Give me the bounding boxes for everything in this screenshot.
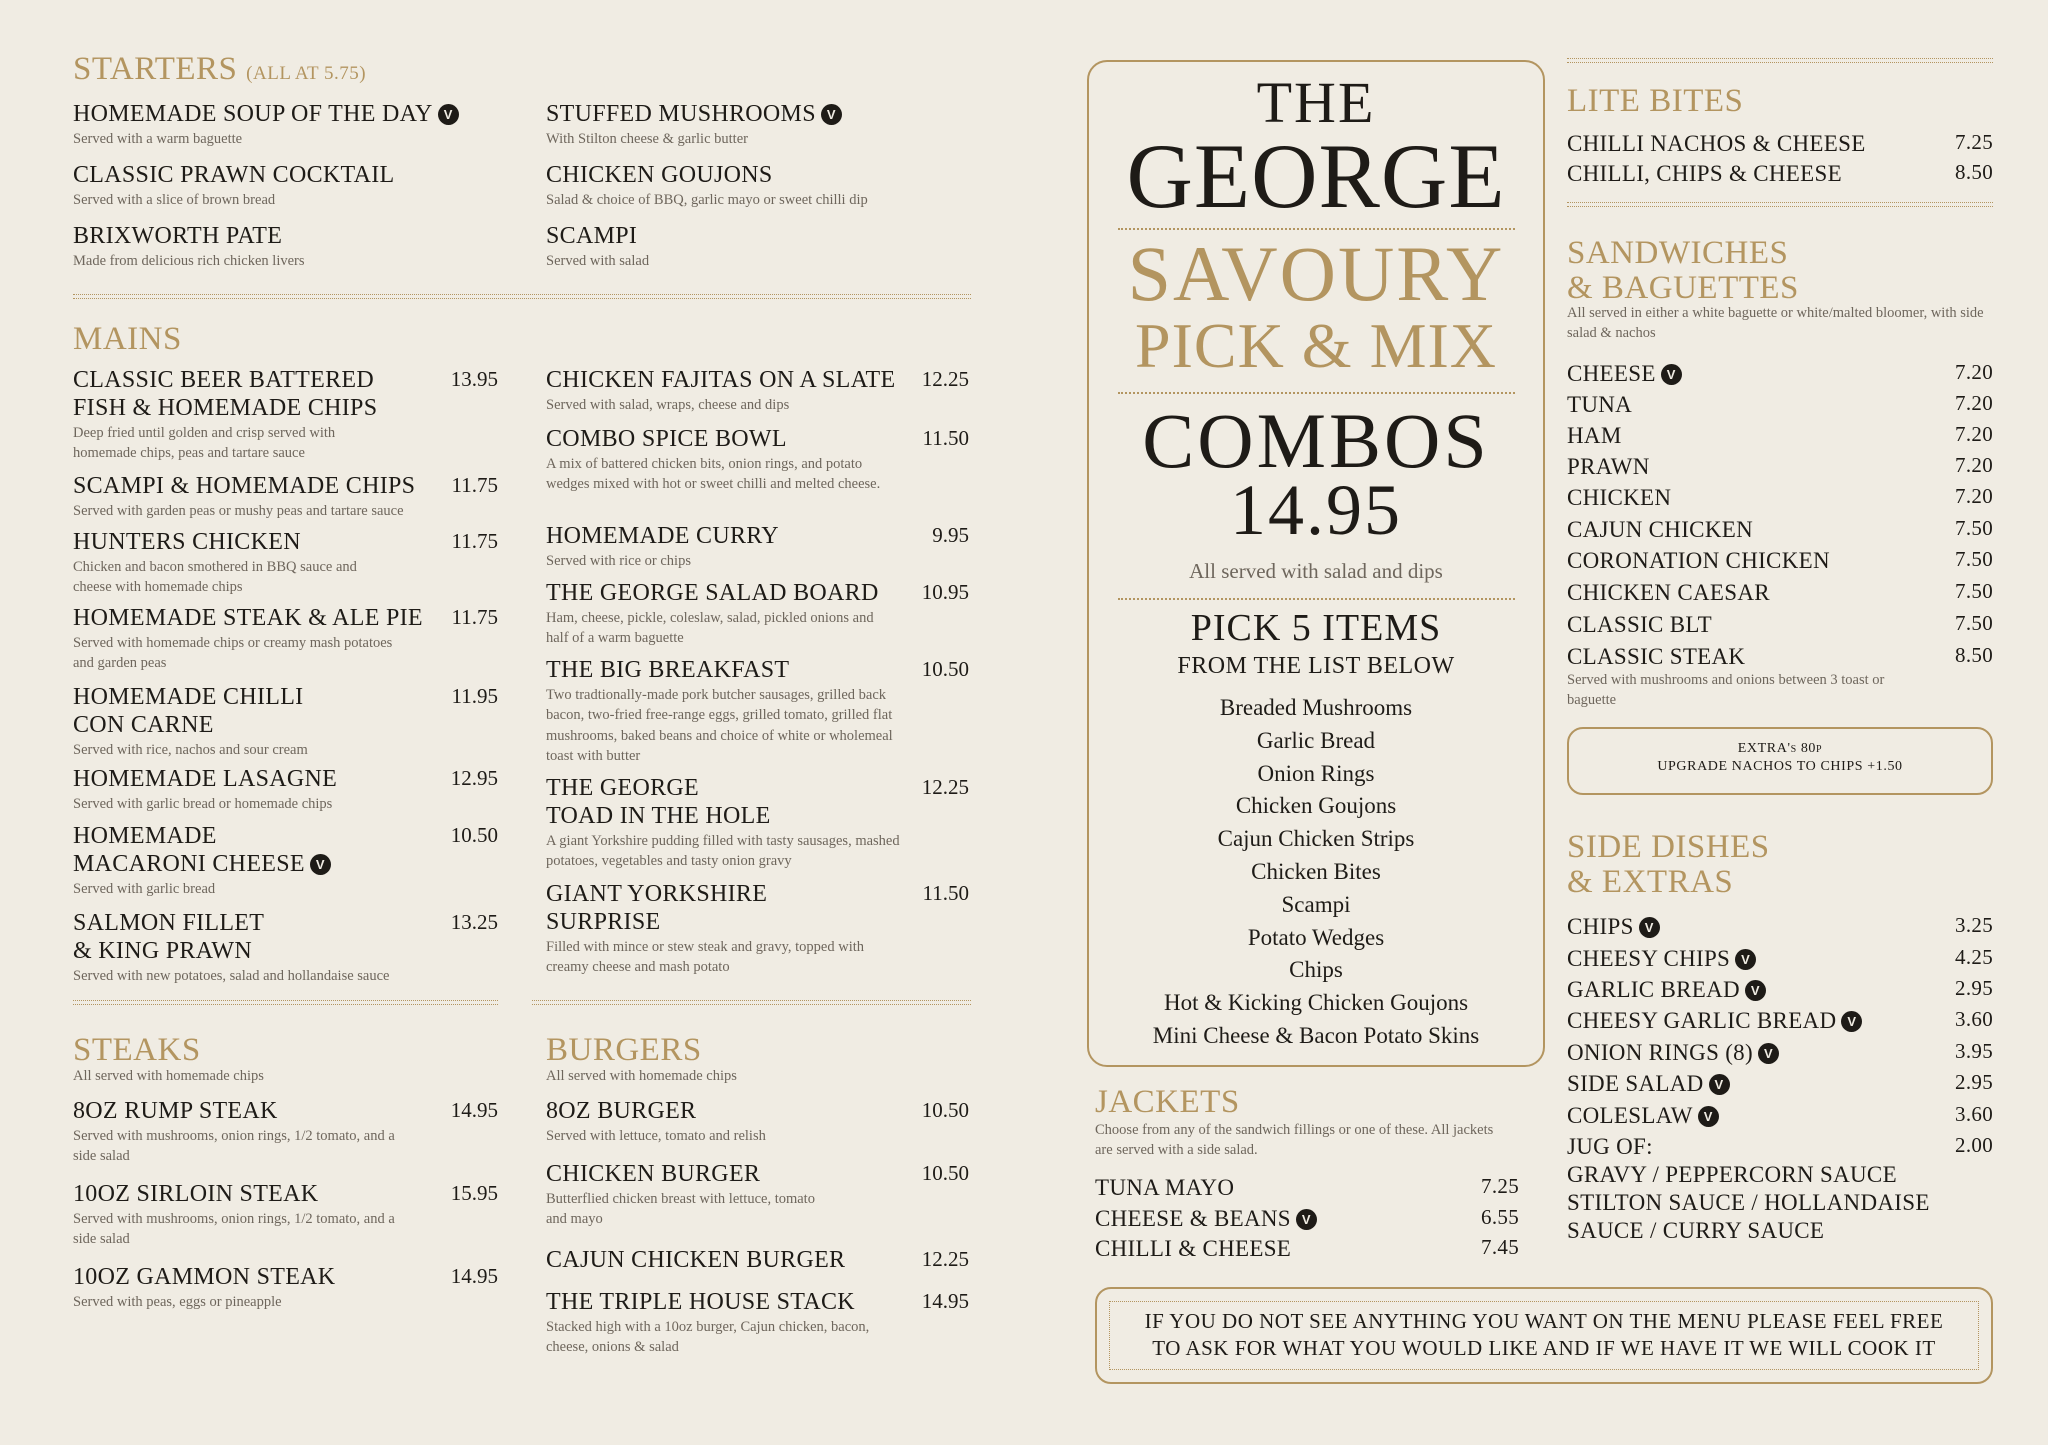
item-price: 7.50	[1955, 611, 1993, 635]
burger-item	[546, 1288, 969, 1358]
item-name: CHILLI, CHIPS & CHEESE	[1567, 161, 1842, 186]
item-price: 3.95	[1955, 1039, 1993, 1063]
side-item	[1567, 1039, 1993, 1067]
item-name-line2: TOAD IN THE HOLE	[546, 803, 771, 830]
item-name-line2: CON CARNE	[73, 712, 214, 739]
item-name: GIANT YORKSHIRE	[546, 881, 768, 907]
mains-item	[546, 656, 969, 766]
burger-item	[546, 1097, 969, 1146]
item-name: 8OZ BURGER	[546, 1098, 697, 1124]
item-price: 7.20	[1955, 422, 1993, 446]
item-price: 11.75	[451, 605, 498, 629]
item-name: CHEESE & BEANS	[1095, 1206, 1291, 1231]
lite-bites-heading: LITE BITES	[1567, 83, 1744, 119]
item-name: CLASSIC PRAWN COCKTAIL	[73, 162, 395, 188]
pick-item: Chicken Bites	[1251, 858, 1381, 884]
mains-item	[546, 522, 969, 571]
pick-item: Mini Cheese & Bacon Potato Skins	[1152, 1022, 1480, 1048]
item-price: 12.25	[921, 775, 969, 799]
item-name-line2: FISH & HOMEMADE CHIPS	[73, 395, 378, 422]
item-price: 7.50	[1955, 516, 1993, 540]
item-name: 10OZ SIRLOIN STEAK	[73, 1181, 319, 1207]
notice-box	[1095, 1287, 1993, 1384]
jacket-item	[1095, 1235, 1519, 1263]
sandwich-item	[1567, 516, 1993, 544]
brand-name: GEORGE	[1126, 125, 1506, 227]
section-divider	[1567, 202, 1993, 207]
combo-panel	[1087, 60, 1545, 1067]
item-description: Served with garden peas or mushy peas and tartare sauce	[73, 503, 404, 520]
burgers-heading: BURGERS	[546, 1032, 702, 1068]
starter-item	[546, 100, 976, 149]
item-name: CHICKEN CAESAR	[1567, 580, 1770, 605]
section-divider	[1567, 58, 1993, 63]
item-description: Two tradtionally-made pork butcher sausages, grilled back bacon, two-fried free-range eggs, grilled tomato, grilled flat mushrooms, baked beans and choice of white or wholemeal toast with butter	[546, 687, 893, 764]
pick-item: Garlic Bread	[1256, 727, 1376, 753]
item-name-line2: & KING PRAWN	[73, 938, 253, 965]
item-name-line2: SURPRISE	[546, 909, 661, 936]
item-name: CAJUN CHICKEN BURGER	[546, 1247, 846, 1273]
item-name: CHICKEN FAJITAS ON A SLATE	[546, 367, 896, 393]
jug-options: STILTON SAUCE / HOLLANDAISE	[1567, 1190, 1930, 1215]
item-price: 13.95	[450, 367, 498, 391]
side-item	[1567, 976, 1993, 1004]
pick-title: PICK 5 ITEMS	[1190, 607, 1442, 649]
item-description: Served with homemade chips or creamy mash potatoes and garden peas	[73, 635, 393, 672]
item-price: 6.55	[1481, 1205, 1519, 1229]
vegetarian-icon: V	[1841, 1011, 1862, 1032]
item-description: Stacked high with a 10oz burger, Cajun chicken, bacon, cheese, onions & salad	[546, 1319, 870, 1356]
item-name: CHEESY GARLIC BREAD	[1567, 1008, 1837, 1033]
item-description: Made from delicious rich chicken livers	[73, 253, 305, 270]
item-price: 7.25	[1955, 130, 1993, 154]
burger-item	[546, 1160, 969, 1230]
item-name: BRIXWORTH PATE	[73, 223, 283, 249]
sandwich-item	[1567, 453, 1993, 481]
pick-item: Potato Wedges	[1247, 924, 1385, 950]
item-description: Served with salad	[546, 253, 650, 270]
steak-item	[73, 1097, 498, 1167]
item-description: Served with new potatoes, salad and hollandaise sauce	[73, 968, 390, 985]
sandwich-item	[1567, 422, 1993, 450]
item-price: 10.50	[921, 657, 969, 681]
item-description: Filled with mince or stew steak and gravy, topped with creamy cheese and mash potato	[546, 939, 864, 976]
item-price: 8.50	[1955, 160, 1993, 184]
item-price: 4.25	[1955, 945, 1993, 969]
item-name: CHEESE	[1567, 361, 1656, 386]
mains-item	[546, 425, 969, 495]
item-name: CLASSIC BEER BATTERED	[73, 367, 374, 393]
side-item	[1567, 1070, 1993, 1098]
item-name: SCAMPI	[546, 223, 638, 249]
lite-bite-item	[1567, 130, 1993, 158]
mains-item	[73, 366, 498, 464]
item-price: 13.25	[450, 910, 498, 934]
jacket-item	[1095, 1205, 1519, 1233]
starter-item	[73, 161, 493, 210]
item-description: Ham, cheese, pickle, coleslaw, salad, pickled onions and half of a warm baguette	[546, 610, 874, 647]
sides-title-line2: & EXTRAS	[1567, 863, 1734, 900]
sandwich-item	[1567, 391, 1993, 419]
sandwich-item	[1567, 579, 1993, 607]
side-item	[1567, 913, 1993, 941]
jug-options: SAUCE / CURRY SAUCE	[1567, 1218, 1825, 1243]
steak-item	[73, 1180, 498, 1250]
item-price: 3.60	[1955, 1007, 1993, 1031]
item-name: SCAMPI & HOMEMADE CHIPS	[73, 473, 416, 499]
notice-inner	[1109, 1301, 1979, 1370]
steaks-note: All served with homemade chips	[73, 1068, 264, 1084]
starters-heading	[73, 52, 366, 87]
sandwiches-title-line2: & BAGUETTES	[1567, 269, 1799, 306]
item-name: THE BIG BREAKFAST	[546, 657, 790, 683]
notice-line: TO ASK FOR WHAT YOU WOULD LIKE AND IF WE HAVE IT WE WILL COOK IT	[1152, 1336, 1936, 1361]
item-description: Served with peas, eggs or pineapple	[73, 1294, 282, 1311]
sides-heading	[1567, 830, 1770, 899]
extras-box	[1567, 727, 1993, 795]
sandwich-item	[1567, 611, 1993, 639]
item-name: HOMEMADE	[73, 823, 217, 849]
starters-title: STARTERS	[73, 51, 238, 87]
vegetarian-icon: V	[438, 104, 459, 125]
item-name: STUFFED MUSHROOMS	[546, 101, 816, 127]
item-price: 7.25	[1481, 1174, 1519, 1198]
item-description: Served with rice or chips	[546, 553, 691, 570]
pick-subtitle: FROM THE LIST BELOW	[1177, 653, 1455, 679]
item-description: Served with garlic bread	[73, 881, 216, 898]
vegetarian-icon: V	[1735, 949, 1756, 970]
item-description: Salad & choice of BBQ, garlic mayo or sweet chilli dip	[546, 192, 868, 209]
item-name: GARLIC BREAD	[1567, 977, 1740, 1002]
section-divider	[532, 1000, 971, 1005]
mains-item	[546, 366, 969, 415]
item-name: TUNA MAYO	[1095, 1175, 1235, 1200]
item-name: HOMEMADE LASAGNE	[73, 766, 338, 792]
side-item	[1567, 1102, 1993, 1130]
item-price: 7.20	[1955, 391, 1993, 415]
starters-price-note: (ALL AT 5.75)	[246, 63, 367, 84]
combos-title: COMBOS	[1142, 397, 1490, 484]
item-name: HAM	[1567, 423, 1622, 448]
item-price: 10.50	[921, 1161, 969, 1185]
panel-divider	[1118, 392, 1515, 394]
item-price: 11.50	[922, 426, 969, 450]
item-name: PRAWN	[1567, 454, 1650, 479]
item-price: 2.95	[1955, 1070, 1993, 1094]
pick-item: Cajun Chicken Strips	[1217, 826, 1415, 852]
item-price: 11.75	[451, 473, 498, 497]
savoury-title: SAVOURY	[1127, 230, 1505, 317]
steak-item	[73, 1263, 498, 1312]
item-description: Served with lettuce, tomato and relish	[546, 1128, 766, 1145]
item-price: 2.95	[1955, 976, 1993, 1000]
mains-item	[73, 472, 498, 521]
extras-price: EXTRA's 80p	[1737, 741, 1823, 756]
item-description: Served with a slice of brown bread	[73, 192, 276, 209]
vegetarian-icon: V	[1745, 980, 1766, 1001]
mains-item	[73, 528, 498, 598]
section-divider	[73, 1000, 498, 1005]
vegetarian-icon: V	[1661, 364, 1682, 385]
item-name: TUNA	[1567, 392, 1633, 417]
item-price: 7.20	[1955, 484, 1993, 508]
item-price: 3.60	[1955, 1102, 1993, 1126]
item-price: 15.95	[450, 1181, 498, 1205]
jackets-note: Choose from any of the sandwich fillings or one of these. All jackets are served with a side salad.	[1095, 1122, 1494, 1158]
item-name: 10OZ GAMMON STEAK	[73, 1264, 336, 1290]
pick-item: Scampi	[1281, 891, 1351, 917]
pick-item: Onion Rings	[1257, 760, 1375, 786]
item-description: A giant Yorkshire pudding filled with tasty sausages, mashed potatoes, vegetables and tasty onion gravy	[546, 833, 900, 870]
item-price: 7.50	[1955, 579, 1993, 603]
item-name: CHILLI NACHOS & CHEESE	[1567, 131, 1866, 156]
item-name: COLESLAW	[1567, 1103, 1693, 1128]
starter-item	[73, 100, 493, 149]
mains-item	[73, 909, 498, 986]
mains-item	[73, 683, 498, 760]
item-name: CORONATION CHICKEN	[1567, 548, 1830, 573]
item-description: Served with salad, wraps, cheese and dips	[546, 397, 790, 414]
starter-item	[546, 222, 976, 271]
item-price: 11.75	[451, 529, 498, 553]
item-name: HUNTERS CHICKEN	[73, 529, 301, 555]
item-price: 14.95	[921, 1289, 969, 1313]
item-name: CAJUN CHICKEN	[1567, 517, 1753, 542]
vegetarian-icon: V	[1758, 1043, 1779, 1064]
pick-item: Breaded Mushrooms	[1219, 695, 1413, 720]
item-name: ONION RINGS (8)	[1567, 1040, 1753, 1065]
section-divider	[73, 294, 971, 299]
jug-item	[1567, 1133, 1993, 1161]
item-name: SIDE SALAD	[1567, 1071, 1704, 1096]
mains-heading: MAINS	[73, 321, 182, 357]
item-price: 7.50	[1955, 547, 1993, 571]
item-name: THE GEORGE	[546, 775, 699, 801]
item-price: 10.50	[921, 1098, 969, 1122]
item-name: CHICKEN	[1567, 485, 1672, 510]
item-name: CLASSIC BLT	[1567, 612, 1712, 637]
jackets-heading: JACKETS	[1095, 1084, 1240, 1120]
vegetarian-icon: V	[1639, 917, 1660, 938]
upgrade-note: UPGRADE NACHOS TO CHIPS +1.50	[1657, 759, 1903, 774]
item-description: Served with mushrooms, onion rings, 1/2 tomato, and a side salad	[73, 1211, 395, 1248]
item-price: 12.25	[921, 1247, 969, 1271]
item-name: HOMEMADE SOUP OF THE DAY	[73, 101, 433, 127]
notice-line: IF YOU DO NOT SEE ANYTHING YOU WANT ON THE MENU PLEASE FEEL FREE	[1144, 1309, 1944, 1333]
item-price: 12.95	[450, 766, 498, 790]
item-price: 11.50	[922, 881, 969, 905]
sandwich-item	[1567, 484, 1993, 512]
item-name: CHILLI & CHEESE	[1095, 1236, 1292, 1261]
item-price: 7.20	[1955, 360, 1993, 384]
pick-list	[1089, 692, 1543, 1053]
pick-item: Chips	[1289, 957, 1343, 983]
item-name: HOMEMADE CURRY	[546, 523, 779, 549]
item-description: Served with rice, nachos and sour cream	[73, 742, 308, 759]
sandwiches-note: All served in either a white baguette or white/malted bloomer, with side salad & nachos	[1567, 305, 1984, 341]
item-name: SALMON FILLET	[73, 910, 265, 936]
vegetarian-icon: V	[1296, 1209, 1317, 1230]
jug-options: GRAVY / PEPPERCORN SAUCE	[1567, 1162, 1897, 1187]
burger-item	[546, 1246, 969, 1274]
item-name: CHEESY CHIPS	[1567, 946, 1731, 971]
item-price: 10.50	[450, 823, 498, 847]
item-description: Chicken and bacon smothered in BBQ sauce and cheese with homemade chips	[73, 559, 357, 596]
mains-item	[546, 579, 969, 649]
item-name: 8OZ RUMP STEAK	[73, 1098, 278, 1124]
steaks-heading: STEAKS	[73, 1032, 201, 1068]
vegetarian-icon: V	[1698, 1106, 1719, 1127]
vegetarian-icon: V	[1709, 1074, 1730, 1095]
item-description: Served with mushrooms, onion rings, 1/2 tomato, and a side salad	[73, 1128, 395, 1165]
jacket-item	[1095, 1174, 1519, 1202]
item-name-line2: MACARONI CHEESE	[73, 851, 305, 878]
item-description: A mix of battered chicken bits, onion rings, and potato wedges mixed with hot or sweet chilli and melted cheese.	[546, 456, 881, 493]
starter-item	[546, 161, 976, 210]
item-name: HOMEMADE STEAK & ALE PIE	[73, 605, 423, 631]
item-description: With Stilton cheese & garlic butter	[546, 131, 748, 148]
starter-item	[73, 222, 493, 271]
item-name: CHICKEN GOUJONS	[546, 162, 773, 188]
jug-label: JUG OF:	[1567, 1134, 1653, 1159]
pick-item: Hot & Kicking Chicken Goujons	[1163, 990, 1469, 1016]
steak-sandwich-description: Served with mushrooms and onions between 3 toast or baguette	[1567, 672, 1885, 708]
item-price: 9.95	[932, 523, 969, 547]
vegetarian-icon: V	[310, 854, 331, 875]
sandwich-item	[1567, 643, 1993, 671]
item-name: CLASSIC STEAK	[1567, 644, 1746, 669]
lite-bite-item	[1567, 160, 1993, 188]
combo-served-note: All served with salad and dips	[1189, 559, 1443, 583]
panel-divider	[1118, 598, 1515, 600]
sides-title: SIDE DISHES	[1567, 829, 1770, 865]
item-price: 12.25	[921, 367, 969, 391]
item-price: 10.95	[921, 580, 969, 604]
combo-price: 14.95	[1230, 470, 1402, 550]
pick-item: Chicken Goujons	[1235, 793, 1397, 819]
item-price: 7.45	[1481, 1235, 1519, 1259]
item-description: Served with a warm baguette	[73, 131, 243, 148]
mains-item	[546, 774, 969, 872]
brand-line1: THE	[1256, 70, 1376, 135]
item-name: THE TRIPLE HOUSE STACK	[546, 1289, 855, 1315]
item-price: 11.95	[451, 684, 498, 708]
item-price: 14.95	[450, 1098, 498, 1122]
sandwiches-heading	[1567, 236, 1799, 305]
item-name: HOMEMADE CHILLI	[73, 684, 304, 710]
item-description: Deep fried until golden and crisp served with homemade chips, peas and tartare sauce	[73, 425, 336, 462]
vegetarian-icon: V	[821, 104, 842, 125]
sandwiches-title: SANDWICHES	[1567, 235, 1789, 271]
item-price: 7.20	[1955, 453, 1993, 477]
side-item	[1567, 1007, 1993, 1035]
sandwich-item	[1567, 547, 1993, 575]
burgers-note: All served with homemade chips	[546, 1068, 737, 1084]
item-name: CHICKEN BURGER	[546, 1161, 761, 1187]
item-price: 14.95	[450, 1264, 498, 1288]
jug-price: 2.00	[1955, 1133, 1993, 1157]
mains-item	[73, 765, 498, 814]
pick-mix-title: PICK & MIX	[1134, 310, 1498, 381]
mains-item	[73, 822, 498, 899]
item-price: 8.50	[1955, 643, 1993, 667]
item-name: THE GEORGE SALAD BOARD	[546, 580, 879, 606]
item-description: Served with garlic bread or homemade chips	[73, 796, 333, 813]
side-item	[1567, 945, 1993, 973]
mains-item	[73, 604, 498, 674]
item-name: CHIPS	[1567, 914, 1634, 939]
sandwich-item	[1567, 360, 1993, 388]
item-description: Butterflied chicken breast with lettuce, tomato and mayo	[546, 1191, 815, 1228]
mains-item	[546, 880, 969, 978]
item-name: COMBO SPICE BOWL	[546, 426, 787, 452]
item-price: 3.25	[1955, 913, 1993, 937]
